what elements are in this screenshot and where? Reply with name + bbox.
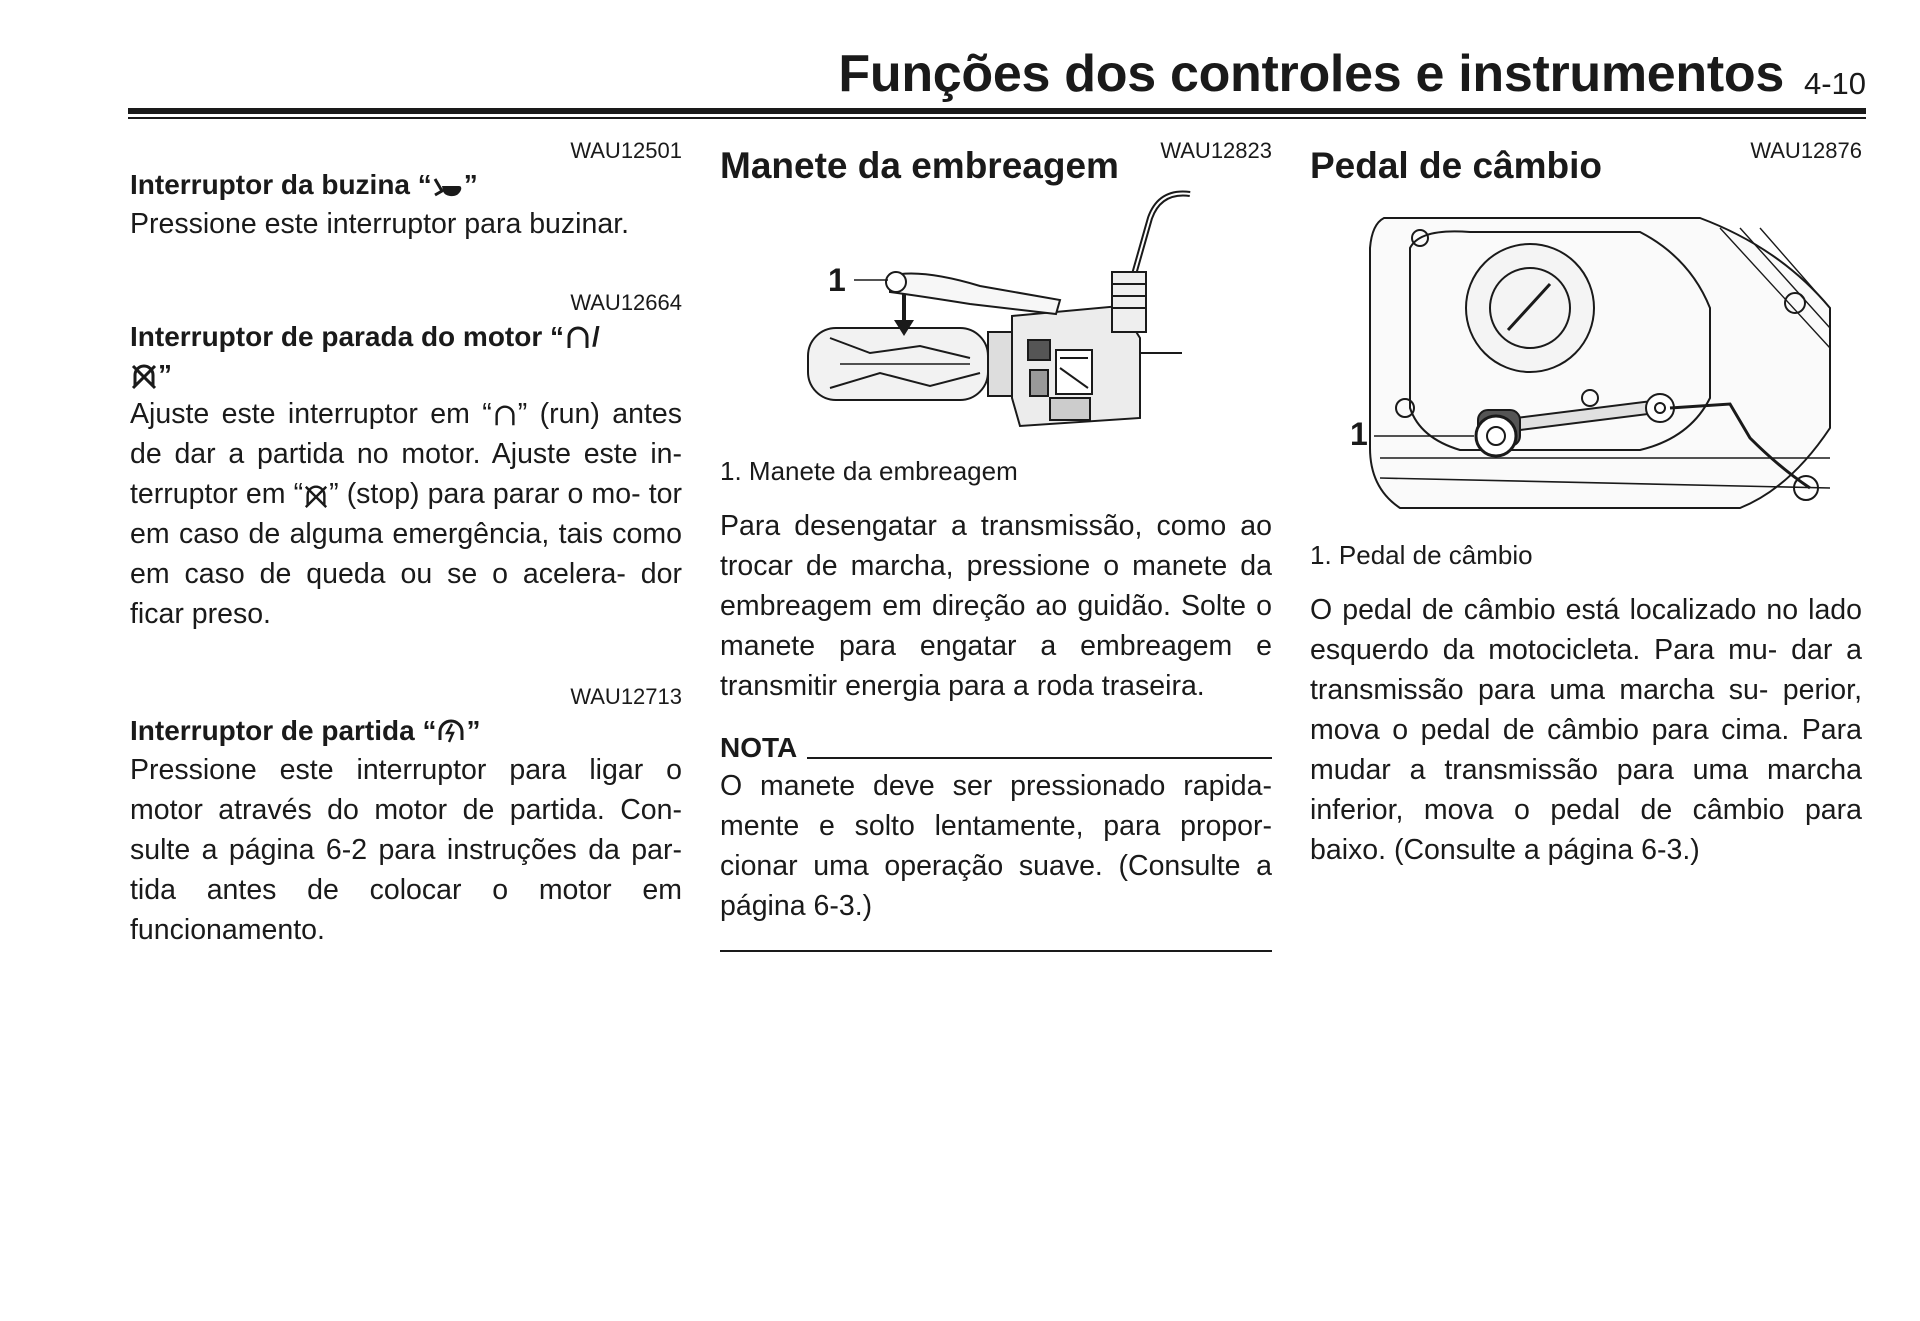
engine-stop-icon — [303, 483, 329, 509]
engine-stop-switch-text: Ajuste este interruptor em “ ” (run) antes de dar a partida no motor. Ajuste este in‑ terruptor em “ ” (stop) para parar o mo‑ tor em caso de alguma emergência, tais como em caso de queda ou se o acelera‑ dor ficar preso. — [130, 398, 682, 630]
reference-code: WAU12713 — [570, 684, 682, 709]
figure-callout: 1 — [828, 262, 846, 298]
column-right — [1310, 138, 1862, 870]
reference-code: WAU12664 — [570, 290, 682, 315]
header-rule-thin — [128, 117, 1866, 119]
shift-pedal-illustration — [1310, 188, 1862, 534]
note-text: O manete deve ser pressionado rapida‑ mente e solto lentamente, para propor‑ cionar uma operação suave. (Consulte a página 6-3.) — [720, 770, 1272, 922]
clutch-lever-figure — [720, 188, 1272, 450]
figure-callout: 1 — [1350, 416, 1368, 452]
starter-switch-text: Pressione este interruptor para ligar o motor através do motor de partida. Con‑ sulte a página 6-2 para instruções da par‑ tida antes de colocar o motor em funcionamento. — [130, 754, 682, 946]
engine-run-icon — [564, 324, 592, 352]
reference-code: WAU12876 — [1750, 138, 1862, 163]
horn-switch-heading: Interruptor da buzina “ ” — [130, 169, 478, 200]
starter-switch-heading: Interruptor de partida “ ” — [130, 715, 481, 746]
column-middle — [720, 138, 1272, 952]
note-rule-bottom — [720, 950, 1272, 952]
shift-pedal-heading: Pedal de câmbio — [1310, 145, 1602, 186]
shift-pedal-figure — [1310, 188, 1862, 534]
reference-code: WAU12823 — [1160, 138, 1272, 163]
engine-stop-icon — [130, 362, 158, 390]
engine-stop-switch-heading: Interruptor de parada do motor “ / ” — [130, 321, 600, 390]
engine-run-icon — [492, 403, 518, 429]
clutch-lever-text: Para desengatar a transmissão, como ao trocar de marcha, pressione o manete da embreagem em direção ao guidão. Solte o manete para engatar a embreagem e transmitir energia para a roda traseira. — [720, 510, 1272, 702]
figure-caption: 1. Pedal de câmbio — [1310, 540, 1533, 570]
horn-icon — [432, 174, 464, 200]
column-left — [130, 138, 682, 950]
starter-icon — [436, 718, 466, 746]
note-rule — [807, 757, 1272, 759]
figure-caption: 1. Manete da embreagem — [720, 456, 1018, 486]
shift-pedal-text: O pedal de câmbio está localizado no lado esquerdo da motocicleta. Para mu‑ dar a transmissão para uma marcha su‑ perior, mova o pedal de câmbio para cima. Para mudar a transmissão para uma marcha inferior, mova o pedal de câmbio para baixo. (Consulte a página 6-3.) — [1310, 594, 1862, 866]
page-title: Funções dos controles e instrumentos — [838, 45, 1784, 103]
page-number: 4-10 — [1803, 66, 1866, 101]
note-heading: NOTA — [720, 730, 1272, 766]
clutch-lever-heading: Manete da embreagem — [720, 145, 1119, 186]
clutch-lever-illustration — [720, 188, 1272, 450]
reference-code: WAU12501 — [570, 138, 682, 163]
header-rule — [128, 108, 1866, 114]
horn-switch-text: Pressione este interruptor para buzinar. — [130, 208, 630, 240]
